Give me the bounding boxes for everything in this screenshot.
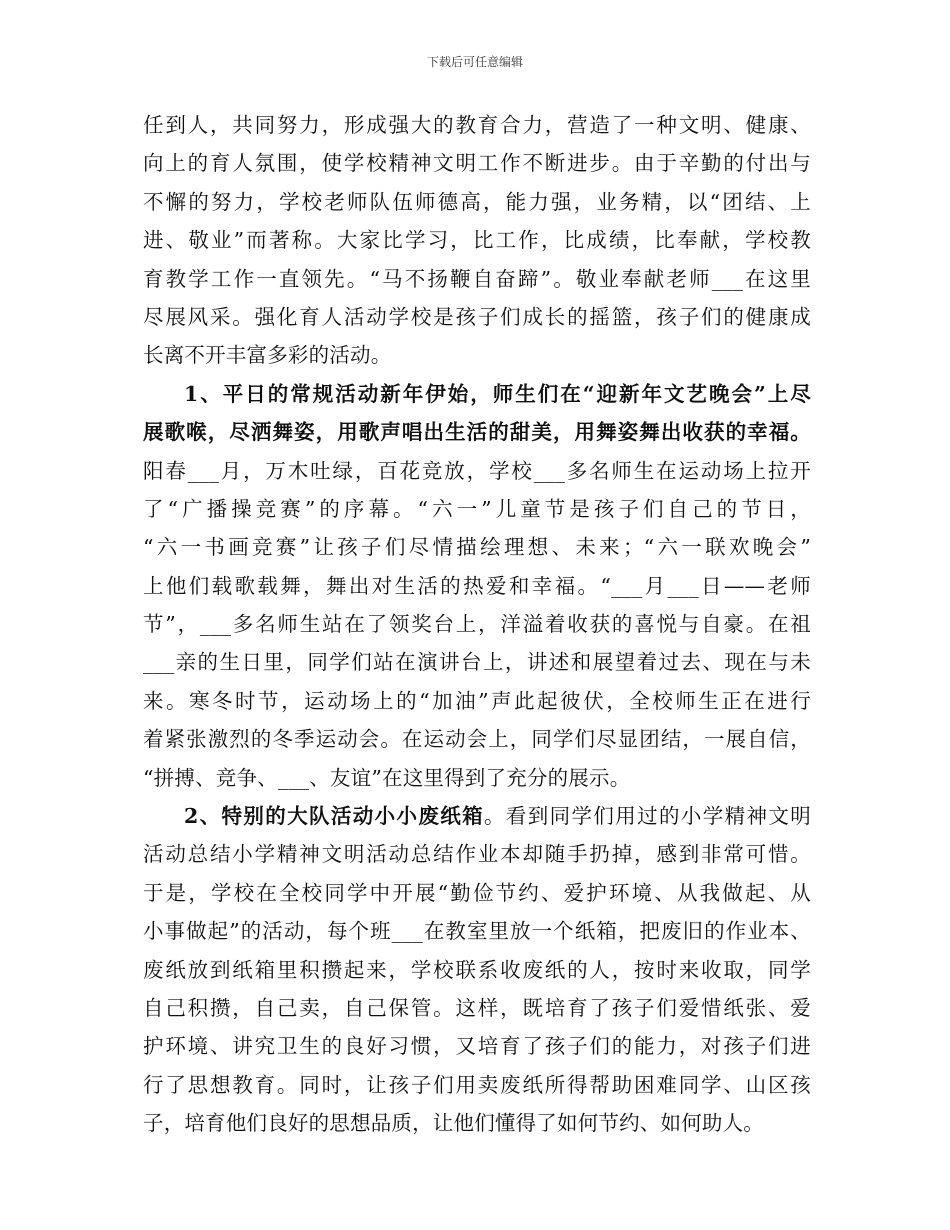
text-line: 于是，学校在全校同学中开展“勤俭节约、爱护环境、从我做起、从 [143, 880, 811, 905]
text-line: 着紧张激烈的冬季运动会。在运动会上，同学们尽显团结，一展自信， [143, 727, 811, 752]
text-line: 护环境、讲究卫生的良好习惯，又培育了孩子们的能力，对孩子们进 [143, 1034, 811, 1059]
document-body [143, 106, 811, 1143]
heading-continuation: 。看到同学们用过的小学精神文明 [484, 804, 811, 829]
paragraph-intro [143, 106, 811, 375]
text-line: 育教学工作一直领先。“马不扬鞭自奋蹄”。敬业奉献老师___在这里 [143, 266, 811, 291]
text-line [143, 797, 811, 835]
section-heading-line: 展歌喉，尽洒舞姿，用歌声唱出生活的甜美，用舞姿舞出收获的幸福。 [143, 420, 811, 445]
text-line: 废纸放到纸箱里积攒起来，学校联系收废纸的人，按时来收取，同学 [143, 957, 811, 982]
text-line: 自己积攒，自己卖，自己保管。这样，既培育了孩子们爱惜纸张、爱 [143, 995, 811, 1020]
text-line: 小事做起”的活动，每个班___在教室里放一个纸箱，把废旧的作业本、 [143, 919, 811, 944]
text-line: 向上的育人氛围，使学校精神文明工作不断进步。由于辛勤的付出与 [143, 151, 811, 176]
paragraph-paper-box-activity [143, 797, 811, 1143]
text-line: ___亲的生日里，同学们站在演讲台上，讲述和展望着过去、现在与未 [143, 650, 811, 675]
text-line: 来。寒冬时节，运动场上的“加油”声此起彼伏，全校师生正在进行 [143, 688, 811, 713]
text-line: 节”，___多名师生站在了领奖台上，洋溢着收获的喜悦与自豪。在祖 [143, 612, 811, 637]
text-line: 长离不开丰富多彩的活动。 [143, 343, 392, 368]
text-line: 上他们载歌载舞，舞出对生活的热爱和幸福。“___月___日——老师 [143, 573, 811, 598]
text-line: 了“广播操竞赛”的序幕。“六一”儿童节是孩子们自己的节日， [143, 496, 811, 521]
text-line: 活动总结小学精神文明活动总结作业本却随手扔掉，感到非常可惜。 [143, 842, 811, 867]
text-line: 行了思想教育。同时，让孩子们用卖废纸所得帮助困难同学、山区孩 [143, 1072, 811, 1097]
text-line: 不懈的努力，学校老师队伍师德高，能力强，业务精，以“团结、上 [143, 189, 811, 214]
section-heading-line: 1、平日的常规活动新年伊始，师生们在“迎新年文艺晚会”上尽 [184, 381, 811, 406]
text-line: 子，培育他们良好的思想品质，让他们懂得了如何节约、如何助人。 [143, 1111, 764, 1136]
text-line: 阳春___月，万木吐绿，百花竞放，学校___多名师生在运动场上拉开 [143, 458, 811, 483]
paragraph-regular-activities [143, 375, 811, 797]
text-line: 尽展风采。强化育人活动学校是孩子们成长的摇篮，孩子们的健康成 [143, 304, 811, 329]
text-line: 进、敬业”而著称。大家比学习，比工作，比成绩，比奉献，学校教 [143, 228, 811, 253]
text-line: “六一书画竞赛”让孩子们尽情描绘理想、未来；“六一联欢晚会” [143, 535, 811, 560]
page-header: 下载后可任意编辑 [426, 55, 523, 69]
text-line: “拼搏、竞争、___、友谊”在这里得到了充分的展示。 [143, 765, 631, 790]
text-line: 任到人，共同努力，形成强大的教育合力，营造了一种文明、健康、 [143, 113, 811, 137]
section-heading: 2、特别的大队活动小小废纸箱 [184, 804, 485, 829]
